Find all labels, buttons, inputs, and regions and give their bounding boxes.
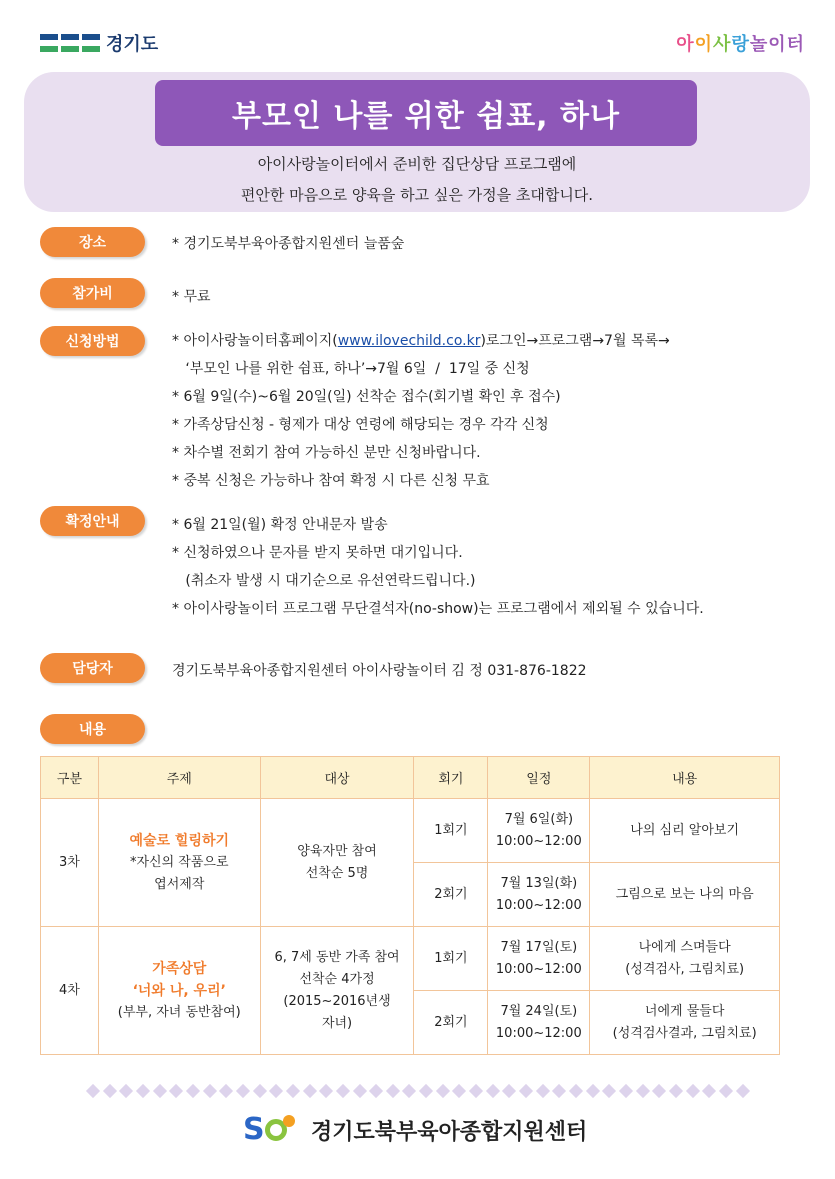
content-cell <box>590 991 780 1055</box>
confirm-line-4: * 아이사랑놀이터 프로그램 무단결석자(no-show)는 프로그램에서 제외될 수 있습니다. <box>172 601 704 617</box>
schedule-time: 10:00~12:00 <box>495 833 582 849</box>
content-line: (성격검사, 그림치료) <box>625 961 745 977</box>
target-line: 선착순 4가정 <box>299 971 375 987</box>
target-line: 자녀) <box>321 1015 353 1031</box>
content-cell <box>590 927 780 991</box>
content-line: 나에게 스며들다 <box>638 939 731 955</box>
schedule-time: 10:00~12:00 <box>495 1025 582 1041</box>
target-cell <box>260 927 414 1055</box>
topic-sub: 엽서제작 <box>154 876 205 892</box>
subtitle-1: 아이사랑놀이터에서 준비한 집단상담 프로그램에 <box>257 155 577 173</box>
apply-line-1 <box>172 330 670 350</box>
schedule-time: 10:00~12:00 <box>495 897 582 913</box>
content-label: 내용 <box>40 714 145 744</box>
confirm-line-2: * 신청하였으나 문자를 받지 못하면 대기입니다. <box>172 545 463 561</box>
center-logo-icon: S <box>243 1113 303 1147</box>
ilovechild-logo <box>676 30 805 56</box>
fee-text: * 무료 <box>172 289 211 305</box>
table-header: 일정 <box>488 757 590 799</box>
schedule-date: 7월 6일(화) <box>504 811 574 827</box>
content-line: (성격검사결과, 그림치료) <box>612 1025 757 1041</box>
logo-letter: 아 <box>676 34 695 55</box>
apply-label: 신청방법 <box>40 326 145 356</box>
logo-letter: 이 <box>694 34 714 55</box>
apply-line-5: * 차수별 전회기 참여 가능하신 분만 신청바랍니다. <box>172 445 481 461</box>
confirm-line-1: * 6월 21일(월) 확정 안내문자 발송 <box>172 517 388 533</box>
logo-letter: 놀이터 <box>749 34 805 55</box>
apply-line-6: * 중복 신청은 가능하나 참여 확정 시 다른 신청 무효 <box>172 473 490 489</box>
schedule-date: 7월 13일(화) <box>500 875 578 891</box>
apply-line-1-post: )로그인→프로그램→7월 목록→ <box>480 333 670 349</box>
session-cell: 2회기 <box>414 991 488 1055</box>
gyeonggi-mark-icon <box>40 34 100 52</box>
topic-title: ‘너와 나, 우리’ <box>132 982 226 999</box>
gyeonggi-logo <box>40 30 158 56</box>
page-title: 부모인 나를 위한 쉼표, 하나 <box>155 80 697 146</box>
table-row <box>41 799 780 863</box>
apply-line-2: ‘부모인 나를 위한 쉼표, 하나’→7월 6일 / 17일 중 신청 <box>172 361 530 377</box>
table-header: 회기 <box>414 757 488 799</box>
schedule-date: 7월 24일(토) <box>500 1003 578 1019</box>
content-cell: 그림으로 보는 나의 마음 <box>590 863 780 927</box>
target-line: 6, 7세 동반 가족 참여 <box>274 949 400 965</box>
confirm-line-3: (취소자 발생 시 대기순으로 유선연락드립니다.) <box>172 573 476 589</box>
table-header: 내용 <box>590 757 780 799</box>
content-line: 너에게 물들다 <box>644 1003 725 1019</box>
schedule-time: 10:00~12:00 <box>495 961 582 977</box>
content-cell: 나의 심리 알아보기 <box>590 799 780 863</box>
round-cell: 4차 <box>41 927 99 1055</box>
session-cell: 1회기 <box>414 799 488 863</box>
round-cell: 3차 <box>41 799 99 927</box>
table-header: 구분 <box>41 757 99 799</box>
logo-letter: 랑 <box>731 34 750 55</box>
table-header-row <box>41 757 780 799</box>
confirm-label: 확정안내 <box>40 506 145 536</box>
topic-cell <box>98 799 260 927</box>
apply-line-4: * 가족상담신청 - 형제가 대상 연령에 해당되는 경우 각각 신청 <box>172 417 549 433</box>
session-cell: 1회기 <box>414 927 488 991</box>
topic-title: 예술로 힐링하기 <box>129 832 230 849</box>
place-label: 장소 <box>40 227 145 257</box>
schedule-cell <box>488 927 590 991</box>
gyeonggi-logo-text: 경기도 <box>106 34 159 55</box>
schedule-cell <box>488 863 590 927</box>
homepage-link[interactable]: www.ilovechild.co.kr <box>337 333 481 349</box>
subtitle-2: 편안한 마음으로 양육을 하고 싶은 가정을 초대합니다. <box>240 186 594 204</box>
schedule-date: 7월 17일(토) <box>500 939 578 955</box>
topic-cell <box>98 927 260 1055</box>
footer-logo <box>243 1113 587 1147</box>
topic-sub: (부부, 자녀 동반참여) <box>117 1004 241 1020</box>
diamond-divider <box>88 1086 748 1096</box>
topic-sub: *자신의 작품으로 <box>129 854 229 870</box>
fee-label: 참가비 <box>40 278 145 308</box>
place-text: * 경기도북부육아종합지원센터 늘품숲 <box>172 236 405 252</box>
table-header: 대상 <box>260 757 414 799</box>
apply-line-3: * 6월 9일(수)~6월 20일(일) 선착순 접수(회기별 확인 후 접수) <box>172 389 561 405</box>
target-line: 선착순 5명 <box>305 865 369 881</box>
contact-text: 경기도북부육아종합지원센터 아이사랑놀이터 김 정 031-876-1822 <box>172 663 587 679</box>
footer-org-name: 경기도북부육아종합지원센터 <box>311 1119 588 1145</box>
apply-line-1-pre: * 아이사랑놀이터홈페이지( <box>172 333 338 349</box>
schedule-cell <box>488 991 590 1055</box>
target-line: 양육자만 참여 <box>297 843 377 859</box>
schedule-cell <box>488 799 590 863</box>
program-table <box>40 756 780 1055</box>
table-header: 주제 <box>98 757 260 799</box>
topic-title: 가족상담 <box>152 960 207 977</box>
session-cell: 2회기 <box>414 863 488 927</box>
target-cell <box>260 799 414 927</box>
contact-label: 담당자 <box>40 653 145 683</box>
target-line: (2015~2016년생 <box>283 993 391 1009</box>
logo-letter: 사 <box>713 34 732 55</box>
table-row <box>41 927 780 991</box>
